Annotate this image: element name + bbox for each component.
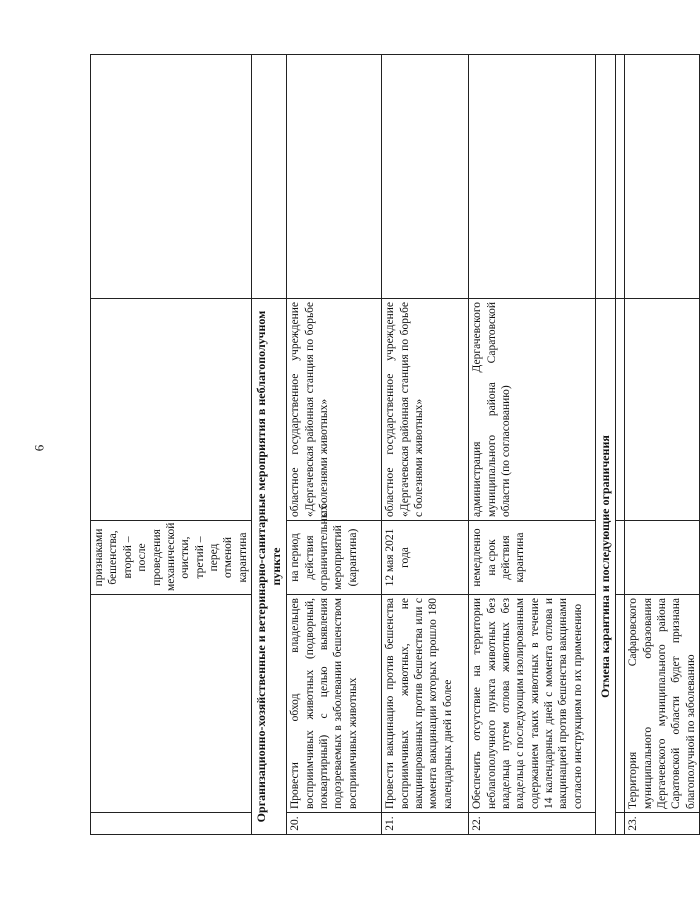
- cell-responsible: [625, 299, 700, 521]
- table-row: [469, 55, 596, 835]
- row-responsible: областное государственное учреждение «Дергачевская районная станция по борьбе с болезнями животных»: [287, 299, 382, 521]
- row-term: немедленно на срок действия карантина: [469, 521, 596, 595]
- row-number: 22.: [469, 813, 596, 835]
- row-term: на период действия ограничительных мероприятий (карантина): [287, 521, 382, 595]
- row-action: Провести обход владельцев восприимчивых животных (подворный, поквартирный) с целью выявления подозреваемых в заболевании бешенством восприимчивых животных: [287, 595, 382, 813]
- cell-num: [91, 813, 252, 835]
- cell-blank: [469, 55, 596, 299]
- row-number: 20.: [287, 813, 382, 835]
- row-number: 23.: [625, 813, 700, 835]
- table-row: [287, 55, 382, 835]
- cell-term: [625, 521, 700, 595]
- page-number: 6: [31, 444, 47, 452]
- document-page: [90, 55, 697, 835]
- row-action: Обеспечить отсутствие на территории неблагополучного пункта животных без владельца путем отлова животных без владельца с последующим изолированным содержанием таких животных в течение 14 календарных дней с момента отлова и вакцинацией против бешенства вакцинами согласно инструкциям по их применению: [469, 595, 596, 813]
- row-responsible: областное государственное учреждение «Дергачевская районная станция по борьбе с болезнями животных»: [382, 299, 469, 521]
- row-responsible: администрация Дергачевского муниципального района Саратовской области (по согласованию): [469, 299, 596, 521]
- measures-table: [90, 54, 700, 835]
- cell-term: признаками бешенства, второй – после проведения механической очистки, третий – перед отменой карантина: [91, 521, 252, 595]
- table-row: [625, 55, 700, 835]
- table-row-continuation: [91, 55, 252, 835]
- cell-blank: [625, 55, 700, 299]
- rotated-content: [90, 55, 697, 835]
- cell-blank: [252, 55, 287, 299]
- cell-blank: [596, 55, 616, 299]
- row-term: 12 мая 2021 года: [382, 521, 469, 595]
- row-action: Территория Сафаровского муниципального образования Дергачевского муниципального района Саратовской области будет признана благополучной по заболеванию: [625, 595, 700, 813]
- cell-blank: [287, 55, 382, 299]
- table-row: [382, 55, 469, 835]
- cell-responsible: [91, 299, 252, 521]
- row-action: Провести вакцинацию против бешенства восприимчивых животных, не вакцинированных против бешенства или с момента вакцинации которых прошло 180 календарных дней и более: [382, 595, 469, 813]
- section-header-row: [252, 55, 287, 835]
- cell-blank: [91, 55, 252, 299]
- section-title-cancel: Отмена карантина и последующие ограничения: [596, 299, 616, 835]
- cell-action: [91, 595, 252, 813]
- row-number: 21.: [382, 813, 469, 835]
- spacer-row: [616, 55, 625, 835]
- cell-blank: [382, 55, 469, 299]
- section-header-row: [596, 55, 616, 835]
- section-title-org: Организационно-хозяйственные и ветеринарно-санитарные мероприятия в неблагополучном пункте: [252, 299, 287, 835]
